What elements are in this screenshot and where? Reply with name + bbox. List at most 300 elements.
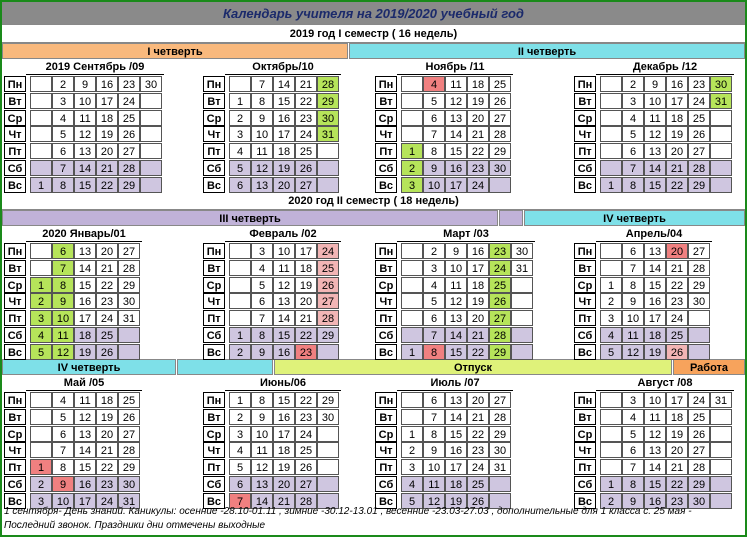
weekday-label: Пн <box>203 243 225 259</box>
day-cell: 24 <box>295 426 317 442</box>
day-cell: 26 <box>489 93 511 109</box>
day-cell: 1 <box>229 93 251 109</box>
weekday-label: Пт <box>4 459 26 475</box>
day-cell: 13 <box>644 143 666 159</box>
weekday-label: Пт <box>203 310 225 326</box>
day-cell: 21 <box>96 442 118 458</box>
day-cell: 2 <box>622 76 644 92</box>
day-cell: 24 <box>666 310 688 326</box>
day-cell: 27 <box>295 476 317 492</box>
weekday-label: Сб <box>203 476 225 492</box>
day-cell: 9 <box>445 243 467 259</box>
day-cell: 13 <box>74 143 96 159</box>
day-cell: 13 <box>445 110 467 126</box>
day-cell <box>688 310 710 326</box>
weekday-label: Ср <box>574 110 596 126</box>
day-cell: 10 <box>52 310 74 326</box>
day-cell: 29 <box>317 392 339 408</box>
weekday-label: Пн <box>375 243 397 259</box>
day-cell: 7 <box>423 126 445 142</box>
day-cell: 23 <box>295 110 317 126</box>
day-cell: 26 <box>489 293 511 309</box>
day-cell: 5 <box>229 160 251 176</box>
day-cell: 15 <box>644 476 666 492</box>
weekday-label: Сб <box>574 327 596 343</box>
day-cell <box>140 177 162 193</box>
vacation-band: Отпуск <box>274 359 672 375</box>
day-cell: 31 <box>118 493 140 509</box>
day-cell: 3 <box>600 310 622 326</box>
day-cell: 12 <box>644 126 666 142</box>
day-cell: 8 <box>251 93 273 109</box>
day-cell: 3 <box>229 126 251 142</box>
month-header: Март /03 <box>397 227 535 242</box>
day-cell: 9 <box>52 476 74 492</box>
day-cell: 22 <box>295 327 317 343</box>
quarter-4-band-summer-2 <box>177 359 273 375</box>
day-cell: 11 <box>644 110 666 126</box>
day-cell: 2 <box>401 442 423 458</box>
day-cell: 29 <box>489 426 511 442</box>
day-cell: 3 <box>622 392 644 408</box>
day-cell: 1 <box>229 327 251 343</box>
day-cell: 2 <box>30 476 52 492</box>
day-cell: 13 <box>251 177 273 193</box>
month-header: 2020 Январь/01 <box>26 227 142 242</box>
day-cell: 18 <box>273 442 295 458</box>
day-cell: 12 <box>74 126 96 142</box>
day-cell: 19 <box>666 126 688 142</box>
day-cell: 31 <box>317 126 339 142</box>
day-cell: 4 <box>30 327 52 343</box>
day-cell <box>229 260 251 276</box>
day-cell <box>600 143 622 159</box>
day-cell: 5 <box>52 126 74 142</box>
day-cell <box>229 310 251 326</box>
day-cell: 24 <box>118 93 140 109</box>
day-cell: 21 <box>295 310 317 326</box>
day-cell <box>30 260 52 276</box>
day-cell <box>229 76 251 92</box>
day-cell <box>600 93 622 109</box>
day-cell: 21 <box>295 76 317 92</box>
day-cell: 7 <box>52 442 74 458</box>
day-cell: 26 <box>688 426 710 442</box>
weekday-label: Ср <box>375 110 397 126</box>
day-cell <box>710 160 732 176</box>
day-cell: 21 <box>666 260 688 276</box>
day-cell: 23 <box>666 493 688 509</box>
day-cell: 5 <box>423 293 445 309</box>
day-cell: 8 <box>52 177 74 193</box>
day-cell <box>710 126 732 142</box>
work-band: Работа <box>673 359 745 375</box>
weekday-label: Пн <box>4 392 26 408</box>
day-cell: 12 <box>622 344 644 360</box>
weekday-label: Чт <box>375 293 397 309</box>
day-cell: 3 <box>30 310 52 326</box>
day-cell: 1 <box>30 459 52 475</box>
day-cell: 16 <box>96 76 118 92</box>
day-cell: 22 <box>295 392 317 408</box>
weekday-label: Чт <box>574 442 596 458</box>
weekday-label: Ср <box>375 277 397 293</box>
day-cell: 28 <box>688 260 710 276</box>
day-cell <box>511 327 533 343</box>
day-cell: 26 <box>96 344 118 360</box>
day-cell: 15 <box>74 277 96 293</box>
day-cell: 26 <box>295 459 317 475</box>
day-cell <box>600 442 622 458</box>
weekday-label: Пн <box>574 392 596 408</box>
day-cell <box>600 260 622 276</box>
weekday-label: Пн <box>203 76 225 92</box>
month-header: Февраль /02 <box>225 227 341 242</box>
day-cell: 8 <box>423 426 445 442</box>
day-cell: 21 <box>96 260 118 276</box>
day-cell: 2 <box>600 493 622 509</box>
day-cell: 9 <box>622 493 644 509</box>
weekday-label: Вс <box>4 177 26 193</box>
day-cell: 15 <box>74 459 96 475</box>
day-cell: 17 <box>666 93 688 109</box>
day-cell: 1 <box>401 426 423 442</box>
day-cell: 31 <box>710 392 732 408</box>
day-cell: 28 <box>489 126 511 142</box>
semester-1-label: 2019 год I семестр ( 16 недель) <box>2 26 745 43</box>
weekday-label: Вс <box>574 493 596 509</box>
day-cell <box>710 143 732 159</box>
day-cell <box>489 476 511 492</box>
day-cell: 17 <box>273 126 295 142</box>
day-cell: 22 <box>666 177 688 193</box>
day-cell: 5 <box>622 426 644 442</box>
weekday-label: Пн <box>375 76 397 92</box>
day-cell: 30 <box>688 493 710 509</box>
weekday-label: Сб <box>4 327 26 343</box>
day-cell: 9 <box>251 409 273 425</box>
quarter-4-band-summer: IV четверть <box>2 359 176 375</box>
day-cell: 25 <box>118 392 140 408</box>
day-cell <box>710 459 732 475</box>
day-cell: 16 <box>74 293 96 309</box>
day-cell: 14 <box>644 459 666 475</box>
day-cell: 21 <box>467 409 489 425</box>
day-cell: 9 <box>622 293 644 309</box>
day-cell <box>511 310 533 326</box>
day-cell: 12 <box>273 277 295 293</box>
day-cell: 16 <box>445 160 467 176</box>
day-cell: 8 <box>52 459 74 475</box>
weekday-label: Вт <box>4 409 26 425</box>
day-cell: 13 <box>445 310 467 326</box>
day-cell: 8 <box>423 143 445 159</box>
day-cell <box>401 243 423 259</box>
day-cell: 16 <box>467 243 489 259</box>
weekday-label: Вт <box>574 260 596 276</box>
day-cell <box>30 243 52 259</box>
day-cell: 2 <box>52 76 74 92</box>
day-cell: 23 <box>489 243 511 259</box>
day-cell: 1 <box>401 344 423 360</box>
day-cell: 14 <box>74 260 96 276</box>
day-cell: 20 <box>666 243 688 259</box>
day-cell: 28 <box>317 76 339 92</box>
day-cell: 7 <box>423 327 445 343</box>
day-cell: 12 <box>74 409 96 425</box>
day-cell: 11 <box>445 277 467 293</box>
day-cell: 14 <box>644 160 666 176</box>
day-cell: 22 <box>96 177 118 193</box>
day-cell: 26 <box>467 493 489 509</box>
weekday-label: Сб <box>4 160 26 176</box>
footer-note: 1 сентября- День знаний. Каникулы: осенние -28.10-01.11 , зимние -30.12-13.01 , весенние -23.03-27.03 , дополнительные для 1 класса с. 25 мая - Последний звонок. Праздники дни отмечены выходные <box>4 506 692 531</box>
day-cell: 29 <box>688 277 710 293</box>
day-cell <box>30 143 52 159</box>
day-cell: 28 <box>317 310 339 326</box>
day-cell: 19 <box>273 160 295 176</box>
day-cell: 8 <box>251 392 273 408</box>
day-cell: 14 <box>644 260 666 276</box>
day-cell: 19 <box>295 277 317 293</box>
day-cell: 14 <box>273 310 295 326</box>
day-cell: 17 <box>74 310 96 326</box>
day-cell: 8 <box>423 344 445 360</box>
day-cell: 18 <box>295 260 317 276</box>
day-cell: 18 <box>96 110 118 126</box>
day-cell: 5 <box>30 344 52 360</box>
weekday-label: Вс <box>4 493 26 509</box>
day-cell: 12 <box>445 293 467 309</box>
day-cell: 13 <box>644 442 666 458</box>
day-cell: 31 <box>710 93 732 109</box>
day-cell: 26 <box>118 126 140 142</box>
day-cell <box>401 277 423 293</box>
day-cell <box>229 277 251 293</box>
weekday-label: Чт <box>574 293 596 309</box>
day-cell: 4 <box>423 277 445 293</box>
day-cell: 26 <box>118 409 140 425</box>
day-cell: 28 <box>295 493 317 509</box>
weekday-label: Чт <box>203 442 225 458</box>
day-cell: 27 <box>489 310 511 326</box>
day-cell: 5 <box>52 409 74 425</box>
day-cell: 16 <box>445 442 467 458</box>
day-cell: 3 <box>401 459 423 475</box>
day-cell: 24 <box>688 93 710 109</box>
weekday-label: Вт <box>203 409 225 425</box>
day-cell: 1 <box>401 143 423 159</box>
day-cell <box>401 110 423 126</box>
day-cell: 11 <box>273 260 295 276</box>
day-cell: 6 <box>251 293 273 309</box>
day-cell: 10 <box>622 310 644 326</box>
day-cell: 14 <box>445 126 467 142</box>
day-cell: 14 <box>251 493 273 509</box>
day-cell <box>401 93 423 109</box>
weekday-label: Вс <box>574 344 596 360</box>
day-cell: 3 <box>251 243 273 259</box>
weekday-label: Пн <box>574 243 596 259</box>
day-cell: 13 <box>644 243 666 259</box>
day-cell <box>140 143 162 159</box>
day-cell: 27 <box>688 143 710 159</box>
day-cell: 24 <box>489 260 511 276</box>
day-cell: 23 <box>688 76 710 92</box>
day-cell: 25 <box>489 277 511 293</box>
weekday-label: Чт <box>4 293 26 309</box>
day-cell <box>401 126 423 142</box>
day-cell: 26 <box>317 277 339 293</box>
day-cell: 29 <box>317 93 339 109</box>
day-cell: 23 <box>295 409 317 425</box>
day-cell <box>140 93 162 109</box>
day-cell <box>710 476 732 492</box>
day-cell: 10 <box>423 459 445 475</box>
day-cell: 18 <box>666 409 688 425</box>
day-cell: 24 <box>467 459 489 475</box>
day-cell: 31 <box>511 260 533 276</box>
month-header: Май /05 <box>26 376 142 391</box>
weekday-label: Вс <box>203 177 225 193</box>
day-cell: 27 <box>118 243 140 259</box>
day-cell: 3 <box>423 260 445 276</box>
weekday-label: Ср <box>203 426 225 442</box>
day-cell: 10 <box>52 493 74 509</box>
day-cell: 20 <box>467 310 489 326</box>
day-cell: 24 <box>96 310 118 326</box>
day-cell <box>600 76 622 92</box>
day-cell: 25 <box>688 110 710 126</box>
day-cell: 29 <box>118 177 140 193</box>
day-cell: 27 <box>317 293 339 309</box>
day-cell: 24 <box>96 493 118 509</box>
day-cell: 30 <box>489 442 511 458</box>
day-cell <box>600 126 622 142</box>
day-cell: 2 <box>423 243 445 259</box>
day-cell: 23 <box>295 344 317 360</box>
weekday-label: Чт <box>203 126 225 142</box>
day-cell: 8 <box>251 327 273 343</box>
day-cell <box>30 93 52 109</box>
day-cell: 7 <box>251 310 273 326</box>
day-cell: 4 <box>251 260 273 276</box>
day-cell: 30 <box>317 110 339 126</box>
day-cell: 4 <box>401 476 423 492</box>
day-cell: 26 <box>688 126 710 142</box>
weekday-label: Пн <box>375 392 397 408</box>
quarter-1-band: I четверть <box>2 43 348 59</box>
day-cell: 17 <box>467 260 489 276</box>
weekday-label: Сб <box>203 327 225 343</box>
day-cell: 3 <box>229 426 251 442</box>
day-cell: 27 <box>295 177 317 193</box>
day-cell: 11 <box>74 110 96 126</box>
day-cell: 28 <box>118 160 140 176</box>
day-cell: 15 <box>273 327 295 343</box>
day-cell: 25 <box>666 327 688 343</box>
day-cell: 5 <box>251 277 273 293</box>
weekday-label: Вт <box>203 93 225 109</box>
day-cell: 31 <box>118 310 140 326</box>
day-cell: 19 <box>666 426 688 442</box>
day-cell: 8 <box>622 177 644 193</box>
day-cell: 16 <box>644 493 666 509</box>
day-cell: 12 <box>52 344 74 360</box>
day-cell: 24 <box>688 392 710 408</box>
day-cell: 13 <box>74 243 96 259</box>
day-cell: 18 <box>666 110 688 126</box>
day-cell: 22 <box>666 476 688 492</box>
day-cell: 6 <box>229 476 251 492</box>
day-cell: 7 <box>52 260 74 276</box>
day-cell: 27 <box>688 243 710 259</box>
day-cell: 30 <box>140 76 162 92</box>
day-cell: 10 <box>423 177 445 193</box>
day-cell: 25 <box>688 409 710 425</box>
day-cell: 5 <box>622 126 644 142</box>
day-cell <box>600 110 622 126</box>
day-cell: 11 <box>445 76 467 92</box>
day-cell <box>688 327 710 343</box>
day-cell: 29 <box>317 327 339 343</box>
day-cell <box>600 160 622 176</box>
day-cell <box>317 476 339 492</box>
day-cell: 20 <box>666 442 688 458</box>
day-cell: 28 <box>118 442 140 458</box>
day-cell: 28 <box>118 260 140 276</box>
day-cell <box>30 409 52 425</box>
day-cell <box>30 442 52 458</box>
day-cell: 27 <box>489 392 511 408</box>
day-cell: 4 <box>229 143 251 159</box>
day-cell: 10 <box>74 93 96 109</box>
day-cell <box>511 293 533 309</box>
day-cell: 20 <box>96 243 118 259</box>
day-cell: 1 <box>600 177 622 193</box>
day-cell: 10 <box>644 93 666 109</box>
day-cell: 25 <box>295 442 317 458</box>
day-cell <box>401 293 423 309</box>
quarter-3-band-tail <box>499 210 523 226</box>
day-cell: 14 <box>74 442 96 458</box>
weekday-label: Сб <box>375 327 397 343</box>
day-cell: 3 <box>622 93 644 109</box>
day-cell: 13 <box>251 476 273 492</box>
day-cell: 23 <box>467 442 489 458</box>
quarter-2-band: II четверть <box>349 43 745 59</box>
day-cell: 4 <box>600 327 622 343</box>
day-cell <box>317 143 339 159</box>
weekday-label: Пн <box>574 76 596 92</box>
day-cell: 27 <box>118 426 140 442</box>
day-cell: 23 <box>96 293 118 309</box>
day-cell: 15 <box>74 177 96 193</box>
day-cell: 17 <box>273 426 295 442</box>
day-cell: 15 <box>273 392 295 408</box>
day-cell: 12 <box>251 459 273 475</box>
day-cell: 13 <box>273 293 295 309</box>
day-cell: 30 <box>118 293 140 309</box>
day-cell: 29 <box>688 476 710 492</box>
weekday-label: Чт <box>375 126 397 142</box>
day-cell: 1 <box>229 392 251 408</box>
day-cell: 20 <box>295 293 317 309</box>
day-cell: 25 <box>96 327 118 343</box>
day-cell: 20 <box>273 177 295 193</box>
weekday-label: Сб <box>375 160 397 176</box>
weekday-label: Сб <box>203 160 225 176</box>
